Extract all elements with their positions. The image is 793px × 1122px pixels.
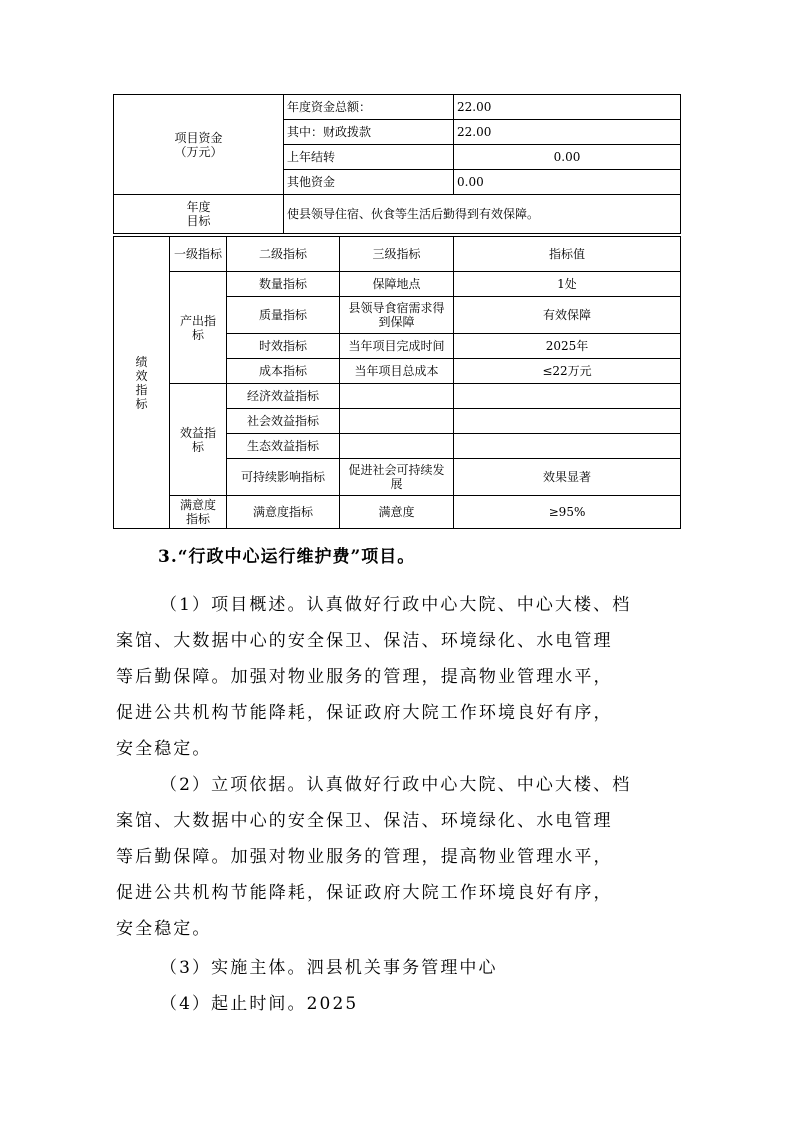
paragraph-line: （3）实施主体。泗县机关事务管理中心 xyxy=(160,958,498,978)
fund-row-name: 其中：财政拨款 xyxy=(284,120,454,145)
value-cell: 1处 xyxy=(454,272,681,297)
funding-label-line2: （万元） xyxy=(174,144,223,159)
fund-row-value: 22.00 xyxy=(454,120,681,145)
level3-cell: 县领导食宿需求得到保障 xyxy=(340,297,454,334)
group-satisfaction-text: 满意度指标 xyxy=(179,498,216,526)
paragraph-line: （1）项目概述。认真做好行政中心大院、中心大楼、档 xyxy=(160,595,632,615)
value-cell: ≤22万元 xyxy=(454,359,681,384)
funding-label-line1: 项目资金 xyxy=(174,130,223,145)
goal-label-line1: 年度 xyxy=(186,200,211,214)
value-cell xyxy=(454,434,681,459)
value-cell: 效果显著 xyxy=(454,459,681,496)
value-cell: ≥95% xyxy=(454,496,681,529)
paragraph-overview xyxy=(116,587,682,767)
fund-row-name: 年度资金总额： xyxy=(284,95,454,120)
level2-cell: 生态效益指标 xyxy=(227,434,340,459)
paragraph-period xyxy=(116,986,682,1022)
header-level1: 一级指标 xyxy=(170,237,227,272)
header-value: 指标值 xyxy=(454,237,681,272)
level3-cell: 当年项目完成时间 xyxy=(340,334,454,359)
value-cell xyxy=(454,409,681,434)
value-cell: 有效保障 xyxy=(454,297,681,334)
annual-goal-label-cell xyxy=(114,195,284,234)
value-cell xyxy=(454,384,681,409)
paragraph-basis xyxy=(116,767,682,947)
performance-table xyxy=(113,236,681,529)
value-cell: 2025年 xyxy=(454,334,681,359)
fund-row-name: 上年结转 xyxy=(284,145,454,170)
header-level2: 二级指标 xyxy=(227,237,340,272)
level3-cell xyxy=(340,409,454,434)
paragraph-line: 促进公共机构节能降耗，保证政府大院工作环境良好有序， xyxy=(116,703,613,723)
fund-row-name: 其他资金 xyxy=(284,170,454,195)
group-satisfaction-label xyxy=(170,496,227,529)
level2-cell: 数量指标 xyxy=(227,272,340,297)
group-benefit-text: 效益指标 xyxy=(179,425,216,454)
level3-cell: 当年项目总成本 xyxy=(340,359,454,384)
paragraph-line: 等后勤保障。加强对物业服务的管理，提高物业管理水平， xyxy=(116,847,613,867)
level2-cell: 满意度指标 xyxy=(227,496,340,529)
level3-cell xyxy=(340,384,454,409)
funding-table xyxy=(113,94,681,234)
annual-goal-text: 使县领导住宿、伙食等生活后勤得到有效保障。 xyxy=(284,195,681,234)
group-output-text: 产出指标 xyxy=(179,313,216,342)
level2-cell: 质量指标 xyxy=(227,297,340,334)
level2-cell: 经济效益指标 xyxy=(227,384,340,409)
paragraph-line: 等后勤保障。加强对物业服务的管理，提高物业管理水平， xyxy=(116,667,613,687)
level2-cell: 社会效益指标 xyxy=(227,409,340,434)
perf-section-label-text: 绩效指标 xyxy=(135,354,148,411)
level3-cell xyxy=(340,434,454,459)
paragraph-implementer xyxy=(116,950,682,986)
section-heading: 3.“行政中心运行维护费”项目。 xyxy=(158,547,416,567)
fund-row-value: 0.00 xyxy=(454,145,681,170)
level2-cell: 时效指标 xyxy=(227,334,340,359)
fund-row-value: 22.00 xyxy=(454,95,681,120)
level3-cell: 促进社会可持续发展 xyxy=(340,459,454,496)
group-benefit-label xyxy=(170,384,227,496)
paragraph-line: 安全稳定。 xyxy=(116,919,212,939)
paragraph-line: 促进公共机构节能降耗，保证政府大院工作环境良好有序， xyxy=(116,883,613,903)
paragraph-line: 安全稳定。 xyxy=(116,739,212,759)
performance-section-label xyxy=(114,237,170,529)
goal-label-line2: 目标 xyxy=(186,214,211,228)
header-level3: 三级指标 xyxy=(340,237,454,272)
paragraph-line: 案馆、大数据中心的安全保卫、保洁、环境绿化、水电管理 xyxy=(116,631,613,651)
paragraph-line: 案馆、大数据中心的安全保卫、保洁、环境绿化、水电管理 xyxy=(116,811,613,831)
paragraph-line: （2）立项依据。认真做好行政中心大院、中心大楼、档 xyxy=(160,775,632,795)
level2-cell: 可持续影响指标 xyxy=(227,459,340,496)
fund-row-value: 0.00 xyxy=(454,170,681,195)
paragraph-line: （4）起止时间。2025 xyxy=(160,994,359,1014)
level3-cell: 保障地点 xyxy=(340,272,454,297)
level3-cell: 满意度 xyxy=(340,496,454,529)
level2-cell: 成本指标 xyxy=(227,359,340,384)
funding-label-cell xyxy=(114,95,284,195)
group-output-label xyxy=(170,272,227,384)
